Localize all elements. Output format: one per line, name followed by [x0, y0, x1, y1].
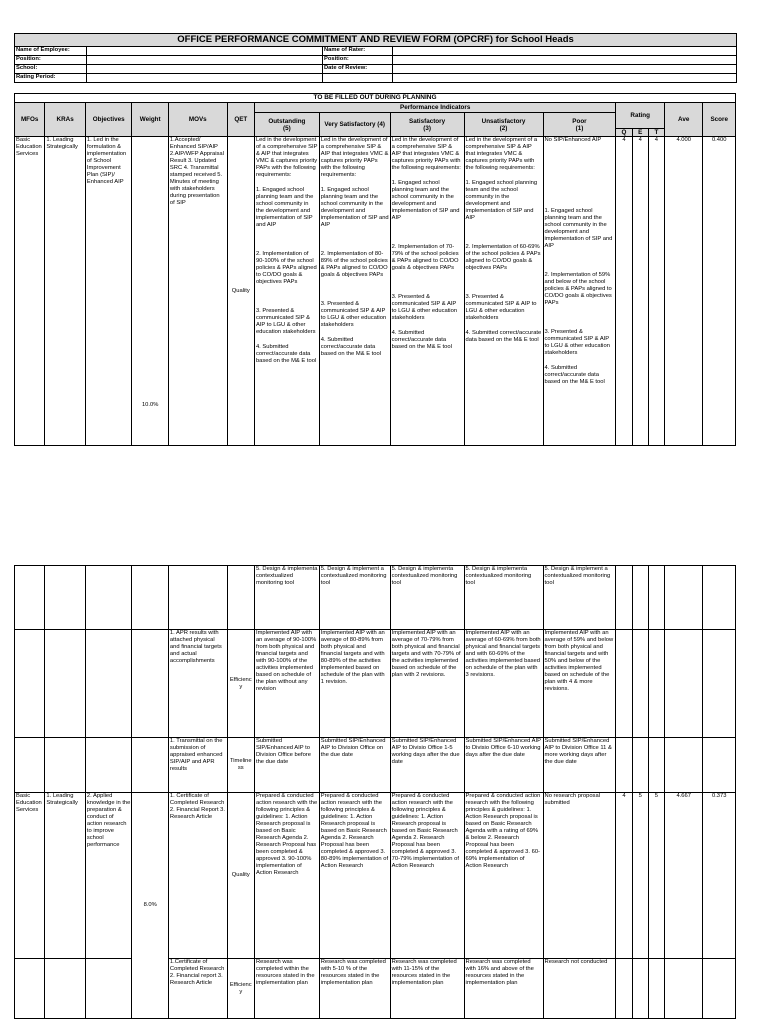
- mfo-cell: [15, 738, 45, 793]
- kra-cell: [45, 630, 86, 738]
- objective-cell: 1. Led in the formulation & implementation of School Improvement Plan (SIP)/ Enhanced AIP: [85, 137, 132, 446]
- rating-q-cell: 4: [616, 793, 632, 959]
- position-field[interactable]: [87, 56, 323, 65]
- header-rating: Rating: [616, 103, 665, 129]
- rating-t-cell: 5: [648, 793, 664, 959]
- unsatisfactory-score: (2): [499, 124, 508, 132]
- planning-banner: TO BE FILLED OUT DURING PLANNING: [15, 94, 736, 103]
- header-poor: [543, 113, 616, 137]
- header-e: E: [632, 129, 648, 137]
- objective-cell: [85, 630, 132, 738]
- outstanding-score: (5): [283, 124, 291, 132]
- indicator-text: 1. Engaged school planning team and the school community in the development and implementation of SIP and AIP: [465, 180, 538, 221]
- rating-t-cell: 4: [648, 137, 664, 446]
- very-satisfactory-cell: Research was completed with 5-10 % of the resources stated in the implementation plan: [319, 959, 390, 1019]
- objective-cell: [85, 566, 132, 630]
- ave-cell: 4.000: [664, 137, 702, 446]
- header-qet: QET: [227, 103, 254, 137]
- ave-cell: [665, 959, 703, 1019]
- blank-cell: [323, 74, 393, 83]
- very-satisfactory-cell: [319, 137, 390, 446]
- header-outstanding: [254, 113, 319, 137]
- header-satisfactory: [390, 113, 464, 137]
- review-date-label: Date of Review:: [323, 65, 393, 74]
- weight-cell: [132, 630, 168, 738]
- rating-q-cell: [616, 566, 632, 630]
- header-mfos: MFOs: [15, 103, 45, 137]
- objective-cell: 2. Applied knowledge in the preparation & conduct of action research to improve school performance: [85, 793, 132, 959]
- qet-cell: Quality: [227, 137, 254, 446]
- poor-score: (1): [575, 124, 584, 132]
- satisfactory-cell: Research was completed with 11-15% of the resources stated in the implementation plan: [390, 959, 464, 1019]
- indicator-text: 3. Presented & communicated SIP & AIP to LGU & other education stakeholders: [544, 329, 610, 356]
- movs-cell: 1. Transmittal on the submission of appraised enhanced SIP/AIP and APR results: [168, 738, 227, 793]
- position-label: Position:: [15, 56, 87, 65]
- performance-table-continued: [14, 565, 736, 1019]
- kra-cell: [45, 959, 86, 1019]
- score-cell: 0.373: [703, 793, 736, 959]
- header-ave: Ave: [664, 103, 702, 137]
- unsatisfactory-cell: 5. Design & implementa contextualized monitoring tool: [464, 566, 543, 630]
- table-row: [15, 959, 736, 1019]
- indicator-text: No SIP/Enhanced AIP: [544, 137, 602, 143]
- score-cell: [703, 566, 736, 630]
- indicator-text: 4. Submitted correct/accurate data based on the M& E tool: [391, 330, 452, 350]
- very-satisfactory-cell: Implemented AIP with an average of 80-89% from both physical and financial targets and with 80-89% of the activities implemented based on schedule of the plan with 1 revision.: [319, 630, 390, 738]
- score-cell: 0.400: [703, 137, 736, 446]
- mfo-cell: Basic Education Services: [15, 137, 45, 446]
- table-row: [15, 566, 736, 630]
- indicator-text: 1. Engaged school planning team and the school community in the development and implementation of SIP and AIP: [391, 180, 460, 221]
- indicator-text: 4. Submitted correct/accurate data based on the M& E tool: [255, 344, 317, 364]
- employee-label: Name of Employee:: [15, 47, 87, 56]
- rater-label: Name of Rater:: [323, 47, 393, 56]
- rating-t-cell: [648, 566, 664, 630]
- indicator-text: 2. Implementation of 90-100% of the school policies & PAPs aligned to CO/DO goals & objectives PAPs: [255, 251, 317, 285]
- rating-e-cell: 4: [632, 137, 648, 446]
- outstanding-cell: [254, 137, 319, 446]
- objective-cell: [85, 959, 132, 1019]
- rating-period-label: Rating Period:: [15, 74, 87, 83]
- school-label: School:: [15, 65, 87, 74]
- header-t: T: [648, 129, 664, 137]
- header-objectives: Objectives: [85, 103, 132, 137]
- indicator-text: 2. Implementation of 60-69% of the school policies & PAPs aligned to CO/DO goals & objectives PAPs: [465, 244, 541, 271]
- indicator-text: 3. Presented & communicated SIP & AIP to LGU & other education stakeholders: [391, 294, 458, 321]
- indicator-text: 2. Implementation of 59% and below of the school policies & PAPs aligned to CO/DO goals & objectives PAPs: [544, 272, 612, 306]
- indicator-text: 2. Implementation of 70-79% of the school policies & PAPs aligned to CO/DO goals & objectives PAPs: [391, 244, 459, 271]
- qet-cell: [227, 566, 254, 630]
- header-kras: KRAs: [45, 103, 86, 137]
- opcrf-page-1: [14, 33, 736, 446]
- very-satisfactory-cell: Prepared & conducted action research with the following principles & guidelines: 1. Action Research proposal is based on Basic Research Agenda 2. Research Proposal has been completed & approved 3. 80-89% implementation of Action Research: [319, 793, 390, 959]
- indicator-text: Led in the development of a comprehensive SIP & AIP that integrates VMC & captures priority PAPs with the following requirements:: [465, 137, 538, 171]
- score-cell: [703, 738, 736, 793]
- movs-cell: 1. APR results with attached physical and financial targets and actual accomplishments: [168, 630, 227, 738]
- indicator-text: 3. Presented & communicated SIP & AIP to LGU & other education stakeholders: [320, 301, 387, 328]
- kra-cell: 1. Leading Strategically: [45, 137, 86, 446]
- employee-field[interactable]: [87, 47, 323, 56]
- mfo-cell: [15, 630, 45, 738]
- kra-cell: [45, 738, 86, 793]
- review-date-field[interactable]: [393, 65, 737, 74]
- satisfactory-cell: [390, 137, 464, 446]
- qet-cell: Efficiency: [227, 630, 254, 738]
- mfo-cell: Basic Education Services: [15, 793, 45, 959]
- rating-t-cell: [648, 738, 664, 793]
- ave-cell: [665, 630, 703, 738]
- mfo-cell: [15, 566, 45, 630]
- qet-cell: Quality: [227, 793, 254, 959]
- weight-cell: [132, 738, 168, 793]
- indicator-text: Led in the development of a comprehensive SIP & AIP that integrates VMC & captures priority PAPs with the following requirements:: [391, 137, 461, 171]
- indicator-text: Led in the development of a comprehensive SIP & AIP that integrates VMC & captures priority PAPs with the following requirements:: [255, 137, 318, 178]
- indicator-text: 3. Presented & communicated SIP & AIP to LGU & other education stakeholders: [255, 308, 316, 335]
- rating-e-cell: [632, 959, 648, 1019]
- outstanding-cell: Implemented AIP with an average of 90-100% from both physical and financial targets and with 90-100% of the activities implemented based on schedule of the plan without any revision: [254, 630, 319, 738]
- header-performance-indicators: Performance Indicators: [254, 103, 615, 113]
- header-weight: Weight: [132, 103, 168, 137]
- rating-e-cell: 5: [632, 793, 648, 959]
- outstanding-cell: Prepared & conducted action research with the following principles & guidelines: 1. Action Research proposal is based on Basic Research Agenda 2. Research Proposal has been completed & approved 3. 90-100% implementation of Action Research: [254, 793, 319, 959]
- rating-e-cell: [632, 738, 648, 793]
- header-score: Score: [703, 103, 736, 137]
- rating-period-field[interactable]: [87, 74, 323, 83]
- rating-t-cell: [648, 959, 664, 1019]
- form-header-table: [14, 33, 737, 83]
- rating-q-cell: [616, 630, 632, 738]
- ave-cell: [665, 738, 703, 793]
- poor-cell: Submitted SIP/Enhanced AIP to Division Office 11 & more working days after the due date: [543, 738, 616, 793]
- rating-t-cell: [648, 630, 664, 738]
- rater-field[interactable]: [393, 47, 737, 56]
- outstanding-cell: Research was completed within the resources stated in the implementation plan: [254, 959, 319, 1019]
- satisfactory-cell: Prepared & conducted action research with the following principles & guidelines: 1. Action Research proposal is based on Basic Research Agenda 2. Research Proposal has been completed & approved 3. 70-79% implementation of Action Research: [390, 793, 464, 959]
- satisfactory-label: Satisfactory: [409, 117, 446, 125]
- objective-cell: [85, 738, 132, 793]
- indicator-text: 4. Submitted correct/accurate data based on the M& E tool: [320, 337, 382, 357]
- satisfactory-score: (3): [423, 124, 431, 132]
- table-row: [15, 137, 736, 446]
- rating-e-cell: [632, 566, 648, 630]
- satisfactory-cell: Submitted SIP/Enhanced AIP to Divisio Office 1-5 working days after the due date: [390, 738, 464, 793]
- indicator-text: 4. Submitted correct/accurate data based on the M& E tool: [465, 330, 542, 343]
- table-row: [15, 738, 736, 793]
- rater-position-field[interactable]: [393, 56, 737, 65]
- header-q: Q: [616, 129, 632, 137]
- opcrf-page-2: [14, 565, 736, 1019]
- school-field[interactable]: [87, 65, 323, 74]
- unsatisfactory-cell: [464, 137, 543, 446]
- outstanding-cell: 5. Design & implementa contextualized monitoring tool: [254, 566, 319, 630]
- rating-q-cell: 4: [616, 137, 632, 446]
- rating-q-cell: [616, 959, 632, 1019]
- poor-cell: No research proposal submitted: [543, 793, 616, 959]
- mfo-cell: [15, 959, 45, 1019]
- indicator-text: Led in the development of a comprehensive SIP & AIP that integrates VMC & captures priority PAPs with the following requirements:: [320, 137, 389, 178]
- unsatisfactory-cell: Prepared & conducted action research with the following principles & guidelines: 1. Action Research proposal is based on Basic Research Agenda with a rating of 69% & below 2. Research Proposal has been completed & approved 3. 60-69% implementation of Action Research: [464, 793, 543, 959]
- indicator-text: 4. Submitted correct/accurate data based on the M& E tool: [544, 365, 605, 385]
- unsatisfactory-cell: Implemented AIP with an average of 60-69% from both physical and financial targets and with 60-69% of the activities implemented based on schedule of the plan with 3 revisions.: [464, 630, 543, 738]
- poor-cell: Research not conducted: [543, 959, 616, 1019]
- qet-cell: Efficiency: [227, 959, 254, 1019]
- qet-cell: Timeliness: [227, 738, 254, 793]
- kra-cell: 1. Leading Strategically: [45, 793, 86, 959]
- indicator-text: 1. Engaged school planning team and the school community in the development and implementation of SIP and AIP: [320, 187, 389, 228]
- poor-cell: Implemented AIP with an average of 59% and below from both physical and financial targets and with 50% and below of the activities implemented based on schedule of the plan with 4 & more revisions.: [543, 630, 616, 738]
- weight-cell: 8.0%: [132, 793, 168, 1019]
- indicator-text: 1. Engaged school planning team and the school community in the development and implementation of SIP and AIP: [255, 187, 314, 228]
- table-row: [15, 630, 736, 738]
- movs-cell: 1. Certificate of Completed Research 2. Financial Report 3. Research Article: [168, 793, 227, 959]
- table-row: [15, 793, 736, 959]
- movs-cell: [168, 566, 227, 630]
- kra-cell: [45, 566, 86, 630]
- header-unsatisfactory: [464, 113, 543, 137]
- poor-cell: [543, 137, 616, 446]
- satisfactory-cell: 5. Design & implementa contextualized monitoring tool: [390, 566, 464, 630]
- performance-table: [14, 93, 736, 446]
- header-very-satisfactory: Very Satisfactory (4): [319, 113, 390, 137]
- satisfactory-cell: Implemented AIP with an average of 70-79% from both physical and financial targets and with 70-79% of the activities implemented based on schedule of the plan with 2 revisions.: [390, 630, 464, 738]
- rating-q-cell: [616, 738, 632, 793]
- rater-position-label: Position:: [323, 56, 393, 65]
- ave-cell: [665, 566, 703, 630]
- ave-cell: 4.667: [665, 793, 703, 959]
- indicator-text: 2. Implementation of 80-89% of the school policies & PAPs aligned to CO/DO goals & objectives PAPs: [320, 251, 388, 278]
- unsatisfactory-label: Unsatisfactory: [481, 117, 526, 125]
- weight-cell: 10.0%: [132, 137, 168, 446]
- very-satisfactory-cell: 5. Design & implement a contextualized monitoring tool: [319, 566, 390, 630]
- movs-cell: 1.Accepted/ Enhanced SIP/AIP 2.AIP/WFP Appraisal Result 3. Updated SRC 4. Transmittal stamped received 5. Minutes of meeting with stakeholders during presentation of SIP: [168, 137, 227, 446]
- score-cell: [703, 630, 736, 738]
- outstanding-cell: Submitted SIP/Enhanced AIP to Division Office before the due date: [254, 738, 319, 793]
- weight-cell: [132, 566, 168, 630]
- unsatisfactory-cell: Research was completed with 16% and above of the resources stated in the implementation plan: [464, 959, 543, 1019]
- blank-cell: [393, 74, 737, 83]
- form-title: OFFICE PERFORMANCE COMMITMENT AND REVIEW FORM (OPCRF) for School Heads: [15, 34, 737, 47]
- score-cell: [703, 959, 736, 1019]
- outstanding-label: Outstanding: [268, 117, 306, 125]
- poor-cell: 5. Design & implement a contextualized monitoring tool: [543, 566, 616, 630]
- unsatisfactory-cell: Submitted SIP/Enhanced AIP to Divisio Office 6-10 working days after the due date: [464, 738, 543, 793]
- very-satisfactory-cell: Submitted SIP/Enhanced AIP to Division Office on the due date: [319, 738, 390, 793]
- indicator-text: 3. Presented & communicated SIP & AIP to LGU & other education stakeholders: [465, 294, 537, 321]
- rating-e-cell: [632, 630, 648, 738]
- indicator-text: 1. Engaged school planning team and the school community in the development and implementation of SIP and AIP: [544, 208, 613, 249]
- header-movs: MOVs: [168, 103, 227, 137]
- poor-label: Poor: [572, 117, 587, 125]
- movs-cell: 1.Certificate of Completed Research 2. Financial report 3. Research Article: [168, 959, 227, 1019]
